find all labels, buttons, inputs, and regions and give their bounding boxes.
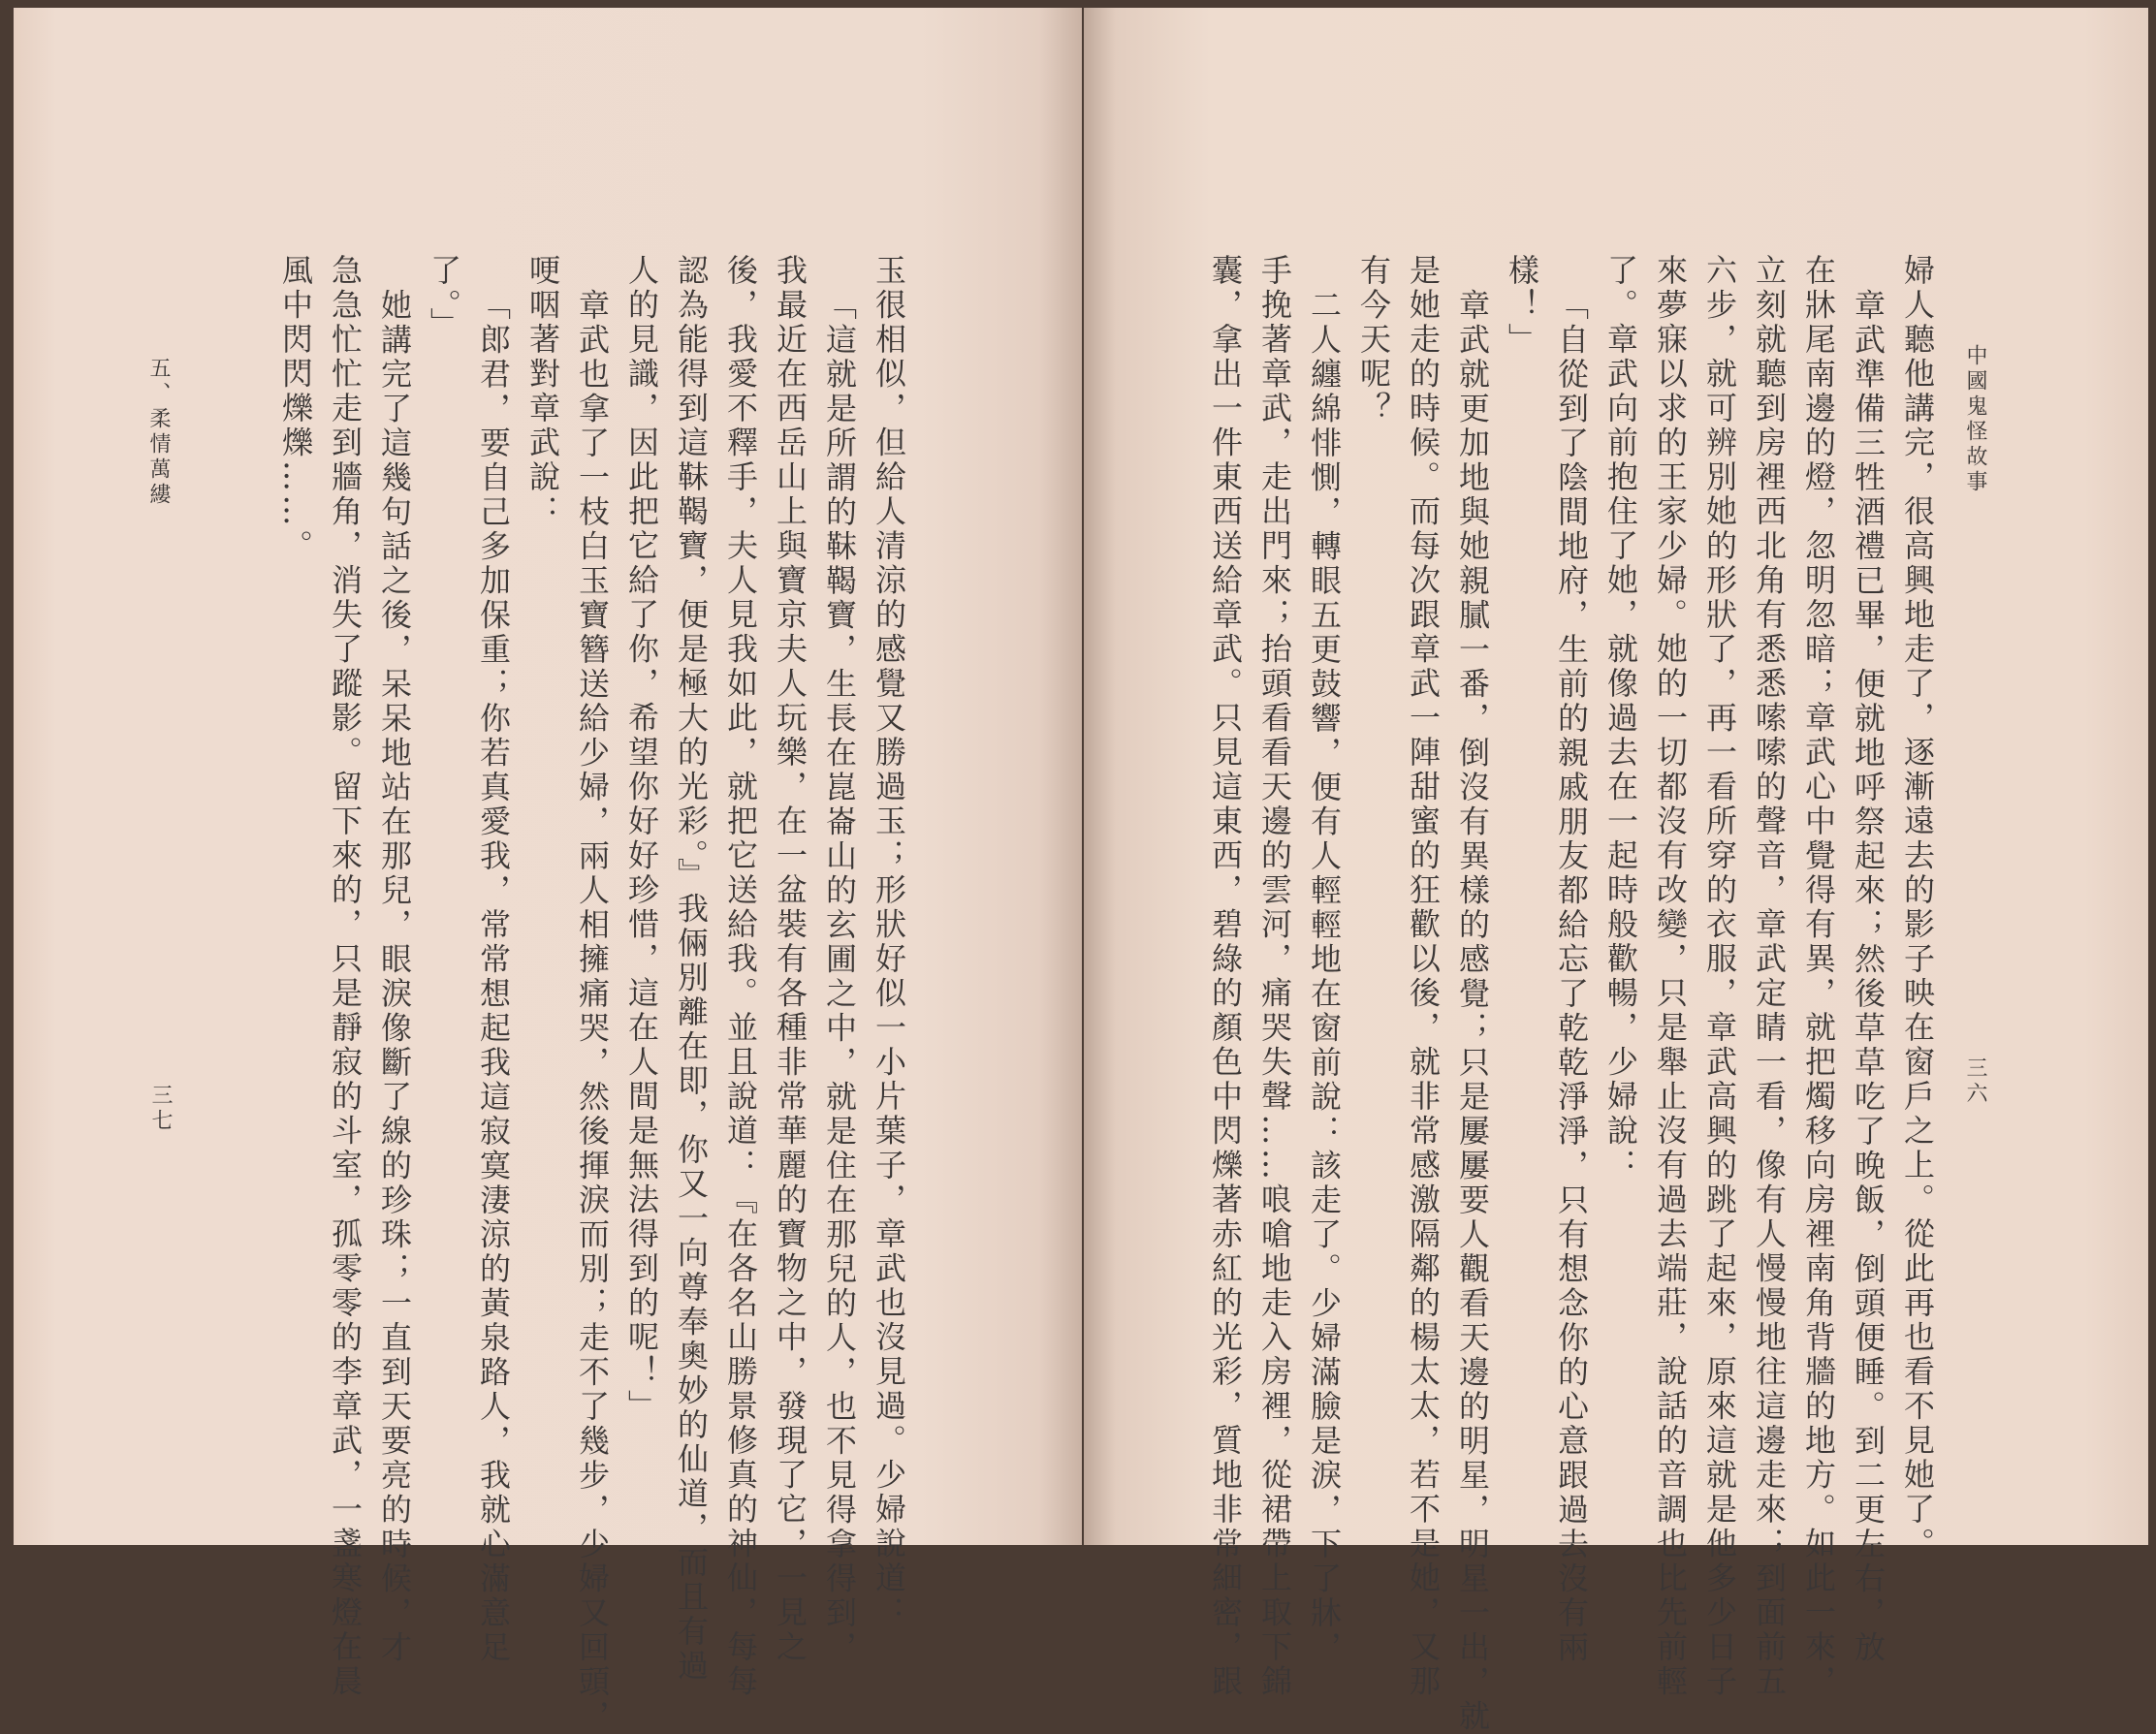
text-column: 後，我愛不釋手，夫人見我如此，就把它送給我。並且說道：『在各名山勝景修真的神仙，每每 <box>722 254 759 1699</box>
text-column: 玉很相似，但給人清涼的感覺又勝過玉；形狀好似一小片葉子，章武也沒見過。少婦說道： <box>871 254 907 1630</box>
text-column: 二人纏綿悱惻，轉眼五更鼓響，便有人輕輕地在窗前說：該走了。少婦滿臉是淚，下了牀， <box>1306 289 1343 1665</box>
text-column: 六步，就可辨別她的形狀了，再一看所穿的衣服，章武高興的跳了起來，原來這就是他多少日子 <box>1701 254 1738 1699</box>
page-number: 三六 <box>1963 1056 1987 1107</box>
text-column: 手挽著章武，走出門來；抬頭看看天邊的雲河，痛哭失聲……哴嗆地走入房裡，從裙帶上取下錦 <box>1256 254 1293 1699</box>
text-column: 囊，拿出一件東西送給章武。只見這東西，碧綠的顏色中閃爍著赤紅的光彩，質地非常細密，跟 <box>1207 254 1244 1699</box>
text-column: 人的見識，因此把它給了你，希望你好好珍惜，這在人間是無法得到的呢！」 <box>623 254 660 1424</box>
running-head: 中國鬼怪故事 <box>1963 344 1987 495</box>
text-column: 風中閃閃爍爍……。 <box>277 254 314 564</box>
text-column: 章武準備三牲酒禮已畢，便就地呼祭起來；然後草草吃了晚飯，倒頭便睡。到二更左右，放 <box>1850 289 1886 1665</box>
text-column: 來夢寐以求的王家少婦。她的一切都沒有改變，只是舉止沒有過去端莊，說話的音調也比先前輕 <box>1652 254 1689 1699</box>
text-column: 急急忙忙走到牆角，消失了蹤影。留下來的，只是靜寂的斗室，孤零零的李章武，一盞寒燈在晨 <box>327 254 364 1699</box>
text-column: 「這就是所謂的靺鞨寶，生長在崑崙山的玄圃之中，就是住在那兒的人，也不見得拿得到， <box>821 289 858 1665</box>
text-column: 「自從到了陰間地府，生前的親戚朋友都給忘了乾乾淨淨，只有想念你的心意跟過去沒有兩 <box>1553 289 1590 1665</box>
text-column: 她講完了這幾句話之後，呆呆地站在那兒，眼淚像斷了線的珍珠；一直到天要亮的時候，才 <box>376 289 413 1665</box>
text-column: 認為能得到這靺鞨寶，便是極大的光彩。』我倆別離在即，你又一向尊奉奧妙的仙道，而且有過 <box>673 254 710 1684</box>
text-column: 樣！」 <box>1504 254 1540 358</box>
left-page <box>14 8 1082 1545</box>
text-column: 我最近在西岳山上與寶京夫人玩樂，在一盆裝有各種非常華麗的寶物之中，發現了它，一見之 <box>772 254 808 1665</box>
text-column: 婦人聽他講完，很高興地走了，逐漸遠去的影子映在窗戶之上。從此再也看不見她了。 <box>1899 254 1936 1561</box>
text-column: 「郎君，要自己多加保重；你若真愛我，常常想起我這寂寞淒涼的黃泉路人，我就心滿意足 <box>475 289 512 1665</box>
text-column: 立刻就聽到房裡西北角有悉悉嗦嗦的聲音，章武定睛一看，像有人慢慢地往這邊走來；到面前五 <box>1751 254 1788 1699</box>
text-column: 有今天呢？ <box>1355 254 1392 426</box>
text-column: 哽咽著對章武說： <box>524 254 561 529</box>
text-column: 章武就更加地與她親膩一番，倒沒有異樣的感覺；只是屢屢要人觀看天邊的明星，明星一出，就 <box>1454 289 1491 1734</box>
text-column: 是她走的時候。而每次跟章武一陣甜蜜的狂歡以後，就非常感激隔鄰的楊太太，若不是她，又那 <box>1405 254 1442 1699</box>
text-column: 在牀尾南邊的燈，忽明忽暗；章武心中覺得有異，就把燭移向房裡南角背牆的地方。如此一來， <box>1800 254 1837 1699</box>
text-column: 章武也拿了一枝白玉寶簪送給少婦，兩人相擁痛哭，然後揮淚而別；走不了幾步，少婦又回頭， <box>574 289 611 1734</box>
text-column: 了。章武向前抱住了她，就像過去在一起時般歡暢，少婦說： <box>1602 254 1639 1183</box>
text-column: 了。」 <box>426 254 462 342</box>
page-number: 三七 <box>148 1084 173 1134</box>
chapter-title: 五、柔情萬縷 <box>146 357 171 508</box>
